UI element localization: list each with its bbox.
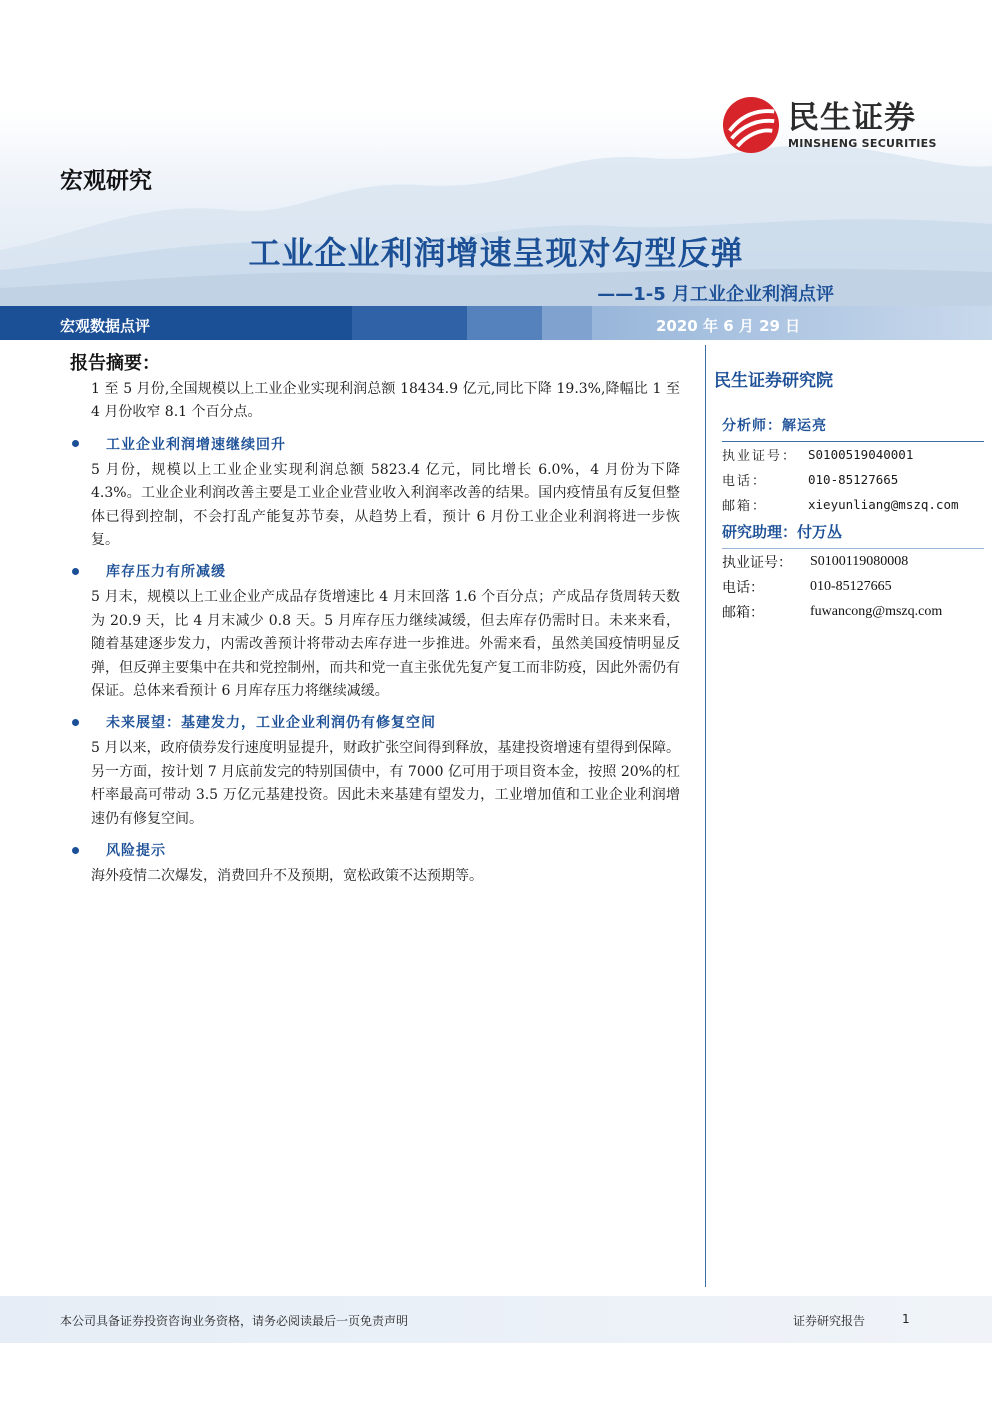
row-label: 执业证号： [722,554,792,571]
analyst-email-link[interactable]: xieyunliang@mszq.com [808,497,959,512]
report-category: 宏观研究 [60,168,152,194]
abstract-title: 报告摘要： [70,353,160,374]
analyst-license-row [722,442,984,467]
row-label: 执业证号： [722,449,798,464]
section-body: 5 月末，规模以上工业企业产成品存货增速比 4 月末回落 1.6 个百分点；产成品存货周转天数为 20.9 天，比 4 月末减少 0.8 天。5 月库存压力继续减缓，但去库存仍需时日。未来来看，随着基建逐步发力，内需改善预计将带动去库存进一步推进。外需来看，虽然美国疫情明显反弹，但反弹主要集中在共和党控制州，而共和党一直主张优先复产复工而非防疫，因此外需仍有保证。总体来看预计 6 月库存压力将继续减缓。 [91,589,680,700]
row-label: 邮箱： [722,499,768,514]
bullet-icon [72,719,79,726]
assistant-email-row [722,599,984,624]
row-value: 010-85127665 [808,472,899,487]
section-body: 5 月份，规模以上工业企业实现利润总额 5823.4 亿元，同比增长 6.0%，4 月份为下降 4.3%。工业企业利润改善主要是工业企业营业收入利润率改善的结果。国内疫情虽有反复但整体已得到控制，不会打乱产能复苏节奏，从趋势上看，预计 6 月份工业企业利润将进一步恢复。 [91,461,680,549]
row-label: 电话： [722,579,764,596]
abstract-section [70,431,680,553]
abstract-section [70,837,680,888]
row-value: S0100519040001 [808,447,914,462]
row-value: S0100119080008 [810,553,909,569]
abstract-section [70,709,680,831]
analyst-phone-row [722,467,984,492]
abstract-section [70,558,680,703]
report-type: 宏观数据点评 [60,317,151,335]
row-label: 邮箱： [722,604,764,621]
bullet-icon [72,440,79,447]
assistant-name: 研究助理：付万丛 [722,523,843,541]
sidebar [714,366,984,624]
footer-doc-type: 证券研究报告 [793,1314,866,1328]
minsheng-logo-icon [722,96,780,154]
report-title: 工业企业利润增速呈现对勾型反弹 [248,234,744,272]
research-institute: 民生证券研究院 [714,371,833,391]
row-label: 电话： [722,474,768,489]
section-body: 海外疫情二次爆发，消费回升不及预期，宽松政策不达预期等。 [91,868,483,885]
brand-name-cn: 民生证券 [788,99,916,136]
section-body: 5 月以来，政府债券发行速度明显提升，财政扩张空间得到释放，基建投资增速有望得到保障。另一方面，按计划 7 月底前发完的特别国债中，有 7000 亿可用于项目资本金，按照 20%的杠杆率最高可带动 3.5 万亿元基建投资。因此未来基建有望发力，工业增加值和工业企业利润增速仍有修复空间。 [91,740,680,827]
page-number: 1 [902,1312,910,1326]
abstract-content [70,378,680,889]
column-divider [705,345,706,1287]
analyst-email-row [722,492,984,517]
assistant-phone-row [722,574,984,599]
section-heading: 未来展望：基建发力，工业企业利润仍有修复空间 [106,715,436,732]
section-heading: 工业企业利润增速继续回升 [106,436,286,453]
report-subtitle: ——1-5 月工业企业利润点评 [597,284,834,305]
brand-name-en: MINSHENG SECURITIES [788,136,937,150]
bullet-icon [72,568,79,575]
assistant-license-row [722,549,984,574]
abstract-intro: 1 至 5 月份,全国规模以上工业企业实现利润总额 18434.9 亿元,同比下降 19.3%,降幅比 1 至 4 月份收窄 8.1 个百分点。 [91,381,680,421]
footer-disclaimer: 本公司具备证券投资咨询业务资格，请务必阅读最后一页免责声明 [60,1314,409,1328]
bullet-icon [72,847,79,854]
analyst-name: 分析师：解运亮 [722,418,827,434]
assistant-email-link[interactable]: fuwancong@mszq.com [810,603,943,619]
brand-logo [722,96,937,154]
section-heading: 风险提示 [106,843,166,860]
row-value: 010-85127665 [810,578,892,594]
section-heading: 库存压力有所减缓 [106,564,226,581]
report-date: 2020 年 6 月 29 日 [656,317,801,335]
